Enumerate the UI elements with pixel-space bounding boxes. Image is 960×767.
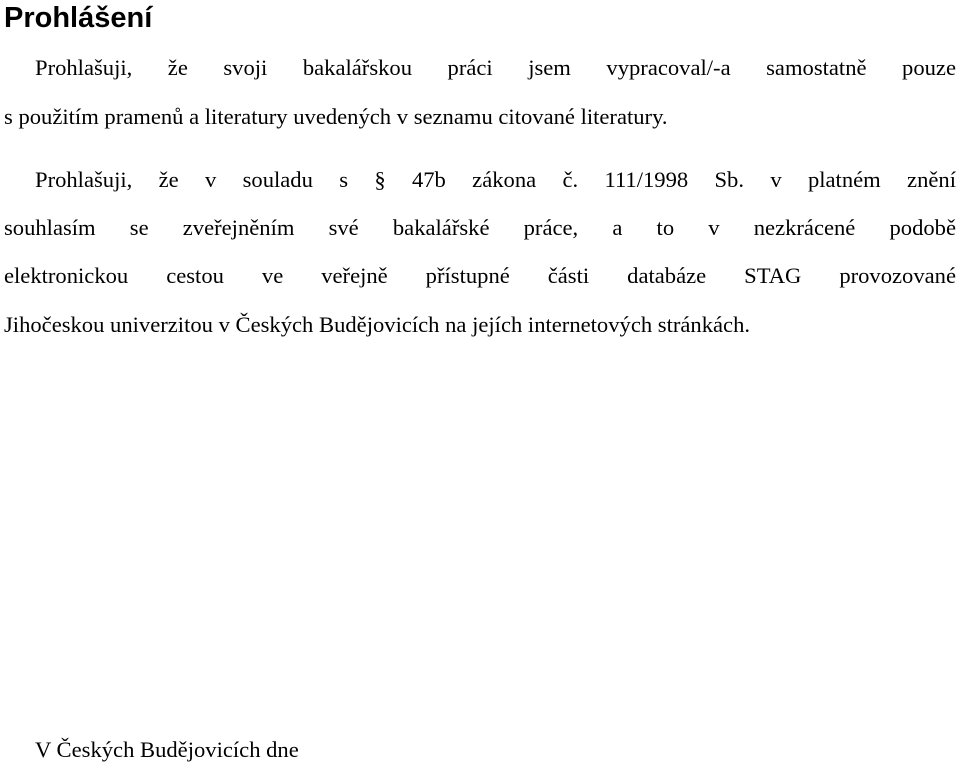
page-title: Prohlášení [4,2,153,34]
paragraph-line: Prohlašuji, že v souladu s § 47b zákona č. 111/1998 Sb. v platném znění [35,167,956,192]
paragraph-line: Jihočeskou univerzitou v Českých Budějovicích na jejích internetových stránkách. [4,312,751,337]
paragraph-line: elektronickou cestou ve veřejně přístupné části databáze STAG provozované [4,263,956,288]
paragraph-line: s použitím pramenů a literatury uvedených v seznamu citované literatury. [4,104,668,129]
paragraph-line: Prohlašuji, že svoji bakalářskou práci jsem vypracoval/-a samostatně pouze [35,55,956,80]
place-date-line: V Českých Budějovicích dne [35,737,299,762]
paragraph-line: souhlasím se zveřejněním své bakalářské práce, a to v nezkrácené podobě [4,215,956,240]
